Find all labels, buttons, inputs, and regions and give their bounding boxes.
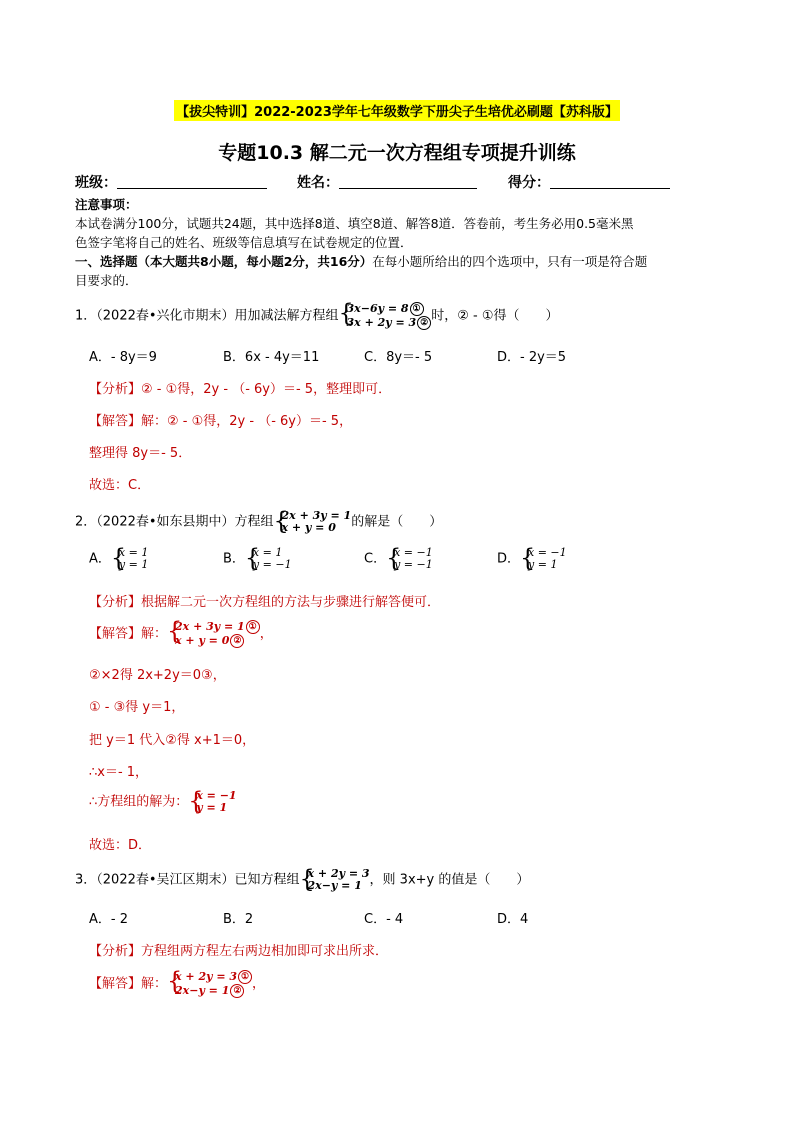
score-label: 得分： xyxy=(508,175,550,191)
q2-step-4: ∴x＝- 1， xyxy=(89,765,149,780)
q3-system: { x + 2y = 3 2x−y = 1 xyxy=(299,865,370,893)
q3-option-d[interactable]: D．4 xyxy=(497,912,529,927)
q2-step-1: ②×2得 2x+2y＝0③， xyxy=(89,668,226,683)
q3-analysis: 【分析】方程组两方程左右两边相加即可求出所求． xyxy=(89,944,389,959)
class-blank[interactable] xyxy=(117,174,267,189)
q2-option-a[interactable]: A． { x = 1 y = 1 xyxy=(89,544,149,572)
q3-suffix: ，则 3x+y 的值是（ ） xyxy=(369,872,530,888)
q1-option-a[interactable]: A．- 8y＝9 xyxy=(89,350,157,365)
notes-heading: 注意事项： xyxy=(75,197,138,212)
q2-prefix: 2．（2022春•如东县期中）方程组 xyxy=(75,514,274,530)
q2-option-c[interactable]: C． { x = −1 y = −1 xyxy=(364,544,433,572)
q2-step-3: 把 y＝1 代入②得 x+1＝0， xyxy=(89,733,256,748)
q1-prefix: 1．（2022春•兴化市期末）用加减法解方程组 xyxy=(75,308,339,324)
q2-step-2: ① - ③得 y＝1， xyxy=(89,700,185,715)
q2-suffix: 的解是（ ） xyxy=(351,514,443,530)
q1-option-c[interactable]: C．8y＝- 5 xyxy=(364,350,433,365)
q3-option-a[interactable]: A．- 2 xyxy=(89,912,128,927)
brace: { xyxy=(273,507,289,535)
name-field[interactable] xyxy=(297,172,477,192)
banner-wrap xyxy=(0,100,794,121)
q3-option-b[interactable]: B．2 xyxy=(223,912,254,927)
q3-option-c[interactable]: C．- 4 xyxy=(364,912,404,927)
question-3 xyxy=(75,865,530,893)
section-heading-line-2: 目要求的． xyxy=(75,273,138,288)
class-field[interactable] xyxy=(75,172,267,192)
q2-answer: 【解答】解： { 2x + 3y = 1 ① x + y = 0 ② ， xyxy=(89,617,273,647)
q2-analysis: 【分析】根据解二元一次方程组的方法与步骤进行解答便可． xyxy=(89,595,441,610)
question-1 xyxy=(75,299,559,330)
class-label: 班级： xyxy=(75,175,117,191)
q1-eq2: 3x + 2y = 3 ② xyxy=(347,316,432,330)
q1-option-d[interactable]: D．- 2y＝5 xyxy=(497,350,567,365)
score-blank[interactable] xyxy=(550,174,670,189)
name-label: 姓名： xyxy=(297,175,339,191)
section-heading-rest: 在每小题所给出的四个选项中，只有一项是符合题 xyxy=(372,254,648,269)
q1-suffix: 时，② - ①得（ ） xyxy=(431,308,559,324)
banner: 【拔尖特训】2022-2023学年七年级数学下册尖子生培优必刷题【苏科版】 xyxy=(174,100,620,121)
q2-option-b[interactable]: B． { x = 1 y = −1 xyxy=(223,544,292,572)
q1-analysis: 【分析】② - ①得，2y - （- 6y）＝- 5，整理即可． xyxy=(89,382,392,397)
q1-answer: 【解答】解：② - ①得，2y - （- 6y）＝- 5， xyxy=(89,414,353,429)
name-blank[interactable] xyxy=(339,174,477,189)
q1-option-b[interactable]: B．6x - 4y＝11 xyxy=(223,350,320,365)
brace: { xyxy=(299,865,315,893)
notes-block xyxy=(75,195,725,290)
section-heading-bold: 一、选择题（本大题共8小题，每小题2分，共16分） xyxy=(75,254,373,269)
brace: { xyxy=(338,299,354,327)
q2-step-5: ∴方程组的解为： { x = −1 y = 1 xyxy=(89,787,237,815)
page-title: 专题10.3 解二元一次方程组专项提升训练 xyxy=(218,142,576,164)
q2-choice: 故选：D． xyxy=(89,838,152,853)
section-heading xyxy=(75,252,725,271)
q2-option-d[interactable]: D． { x = −1 y = 1 xyxy=(497,544,567,572)
score-field[interactable] xyxy=(508,172,670,192)
q1-choice: 故选：C． xyxy=(89,478,151,493)
q3-answer: 【解答】解： { x + 2y = 3 ① 2x−y = 1 ② ， xyxy=(89,967,266,997)
q3-prefix: 3．（2022春•吴江区期末）已知方程组 xyxy=(75,872,300,888)
q1-system xyxy=(338,299,432,330)
q1-step: 整理得 8y＝- 5． xyxy=(89,446,192,461)
question-2 xyxy=(75,507,443,535)
q2-system: { 2x + 3y = 1 x + y = 0 xyxy=(273,507,352,535)
notes-line-2: 色签字笔将自己的姓名、班级等信息填写在试卷规定的位置． xyxy=(75,235,413,250)
q1-eq1: 3x−6y = 8 ① xyxy=(347,302,432,316)
notes-line-1: 本试卷满分100分，试题共24题，其中选择8道、填空8道、解答8道．答卷前，考生务必用0.5毫米黑 xyxy=(75,216,634,231)
